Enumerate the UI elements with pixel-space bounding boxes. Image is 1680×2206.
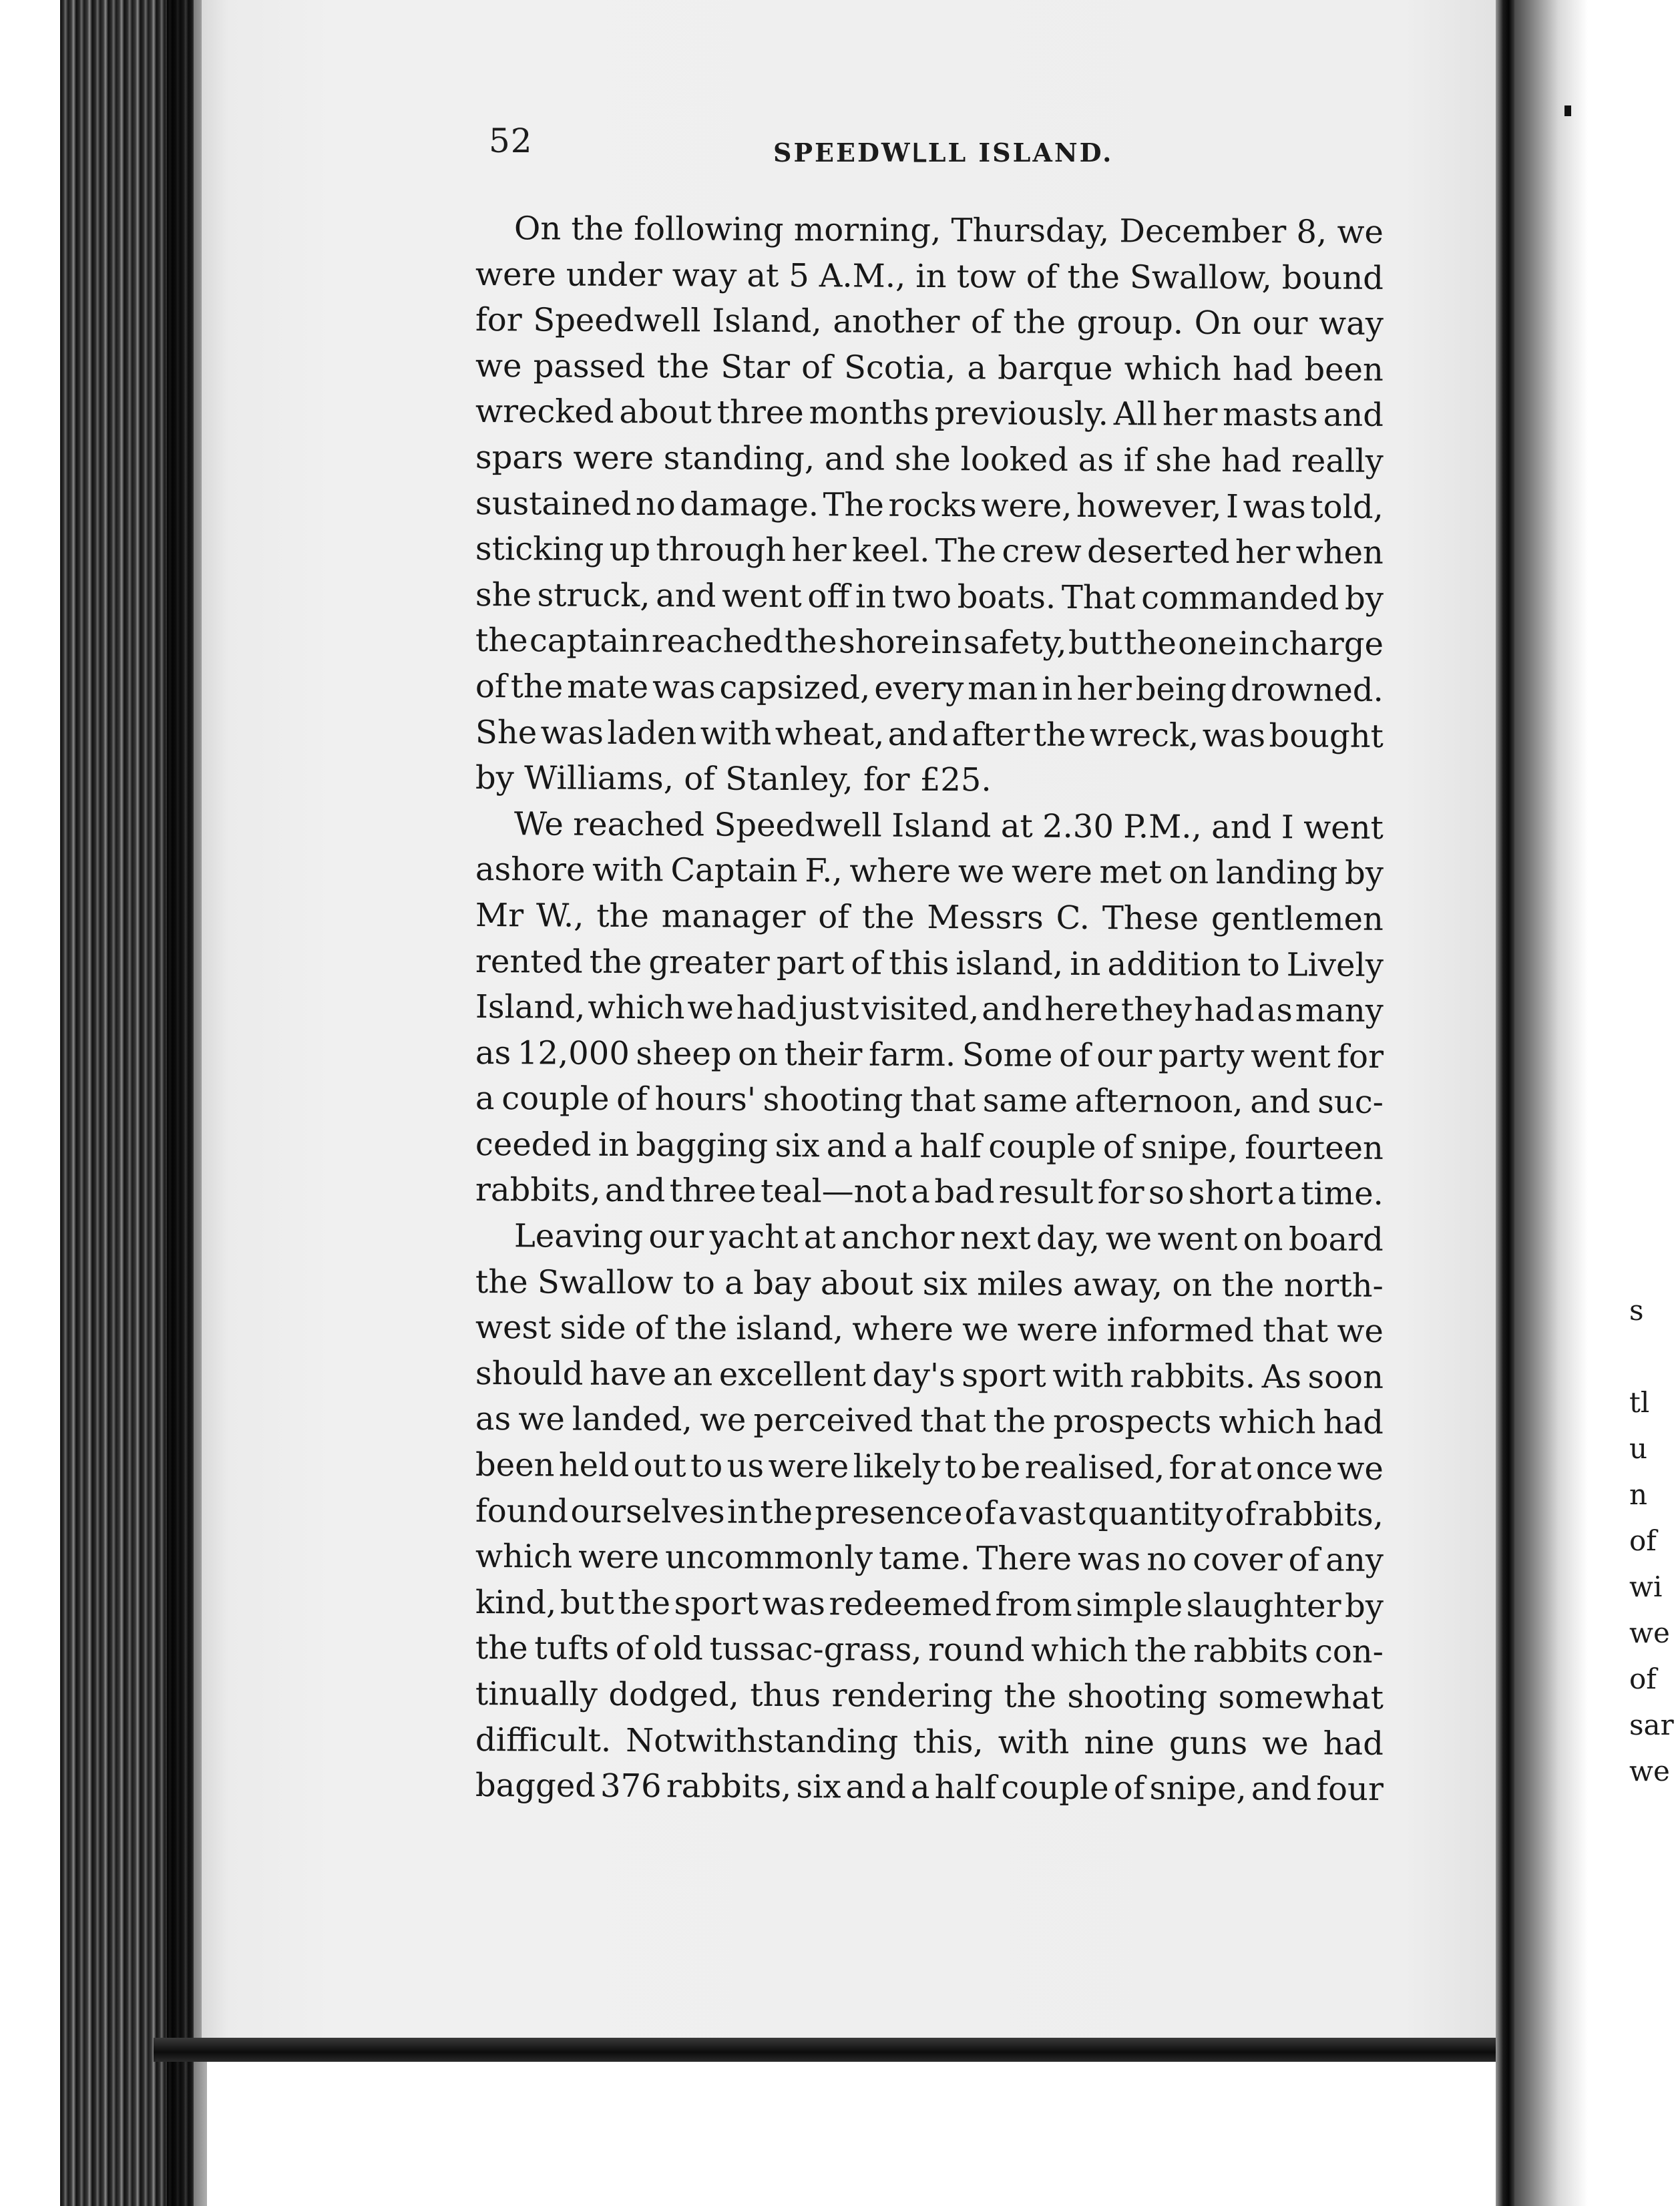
text-line: ceeded in bagging six and a half couple of snipe, fourteen <box>475 1125 1384 1167</box>
text-line: a couple of hours' shooting that same afternoon, and suc- <box>475 1080 1384 1122</box>
facing-page-fragment: u <box>1629 1432 1648 1465</box>
text-line: rented the greater part of this island, in addition to Lively <box>475 942 1384 984</box>
text-line: bagged 376 rabbits, six and a half couple of snipe, and four <box>475 1767 1384 1809</box>
text-line: the Swallow to a bay about six miles away, on the north- <box>475 1263 1384 1305</box>
facing-page-text-fragments <box>1629 1195 1680 1794</box>
text-line: west side of the island, where we were informed that we <box>475 1309 1384 1351</box>
facing-page-fragment <box>1629 1333 1680 1379</box>
text-line: She was laden with wheat, and after the wreck, was bought <box>475 713 1384 755</box>
text-line: On the following morning, Thursday, December 8, we <box>513 210 1384 251</box>
text-line: kind, but the sport was redeemed from simple slaughter by <box>475 1583 1384 1625</box>
page-bottom-edge <box>154 2038 1496 2062</box>
text-line: sustained no damage. The rocks were, however, I was told, <box>475 484 1384 526</box>
facing-page-shadow <box>1514 0 1588 2206</box>
text-line: as we landed, we perceived that the prospects which had <box>475 1400 1384 1442</box>
body-text <box>475 206 1384 1809</box>
text-line: tinually dodged, thus rendering the shooting somewhat <box>475 1675 1384 1717</box>
text-line: sticking up through her keel. The crew deserted her when <box>475 530 1384 572</box>
text-line: which were uncommonly tame. There was no cover of any <box>475 1538 1384 1580</box>
text-line: We reached Speedwell Island at 2.30 P.M., and I went <box>513 805 1384 847</box>
text-line: Island, which we had just visited, and here they had as many <box>475 988 1384 1030</box>
text-line: as 12,000 sheep on their farm. Some of our party went for <box>475 1034 1384 1076</box>
text-line: been held out to us were likely to be realised, for at once we <box>475 1446 1384 1488</box>
spine-shadow <box>167 0 207 2206</box>
text-line: the captain reached the shore in safety, but the one in charge <box>475 622 1384 664</box>
facing-page-fragment <box>1629 1241 1680 1287</box>
running-head: SPEEDWꓡLL ISLAND. <box>773 138 1114 168</box>
text-line: wrecked about three months previously. All her masts and <box>475 393 1384 435</box>
facing-page-fragment: wi <box>1629 1570 1663 1603</box>
ink-mark <box>1564 105 1571 116</box>
text-line: Leaving our yacht at anchor next day, we went on board <box>513 1217 1384 1259</box>
facing-page-fragment: we <box>1629 1616 1670 1649</box>
text-line: spars were standing, and she looked as if she had really <box>475 438 1384 480</box>
text-line: Mr W., the manager of the Messrs C. These gentlemen <box>475 896 1384 938</box>
text-line: difficult. Notwithstanding this, with nine guns we had <box>475 1721 1384 1763</box>
facing-page-fragment: of <box>1629 1663 1657 1695</box>
facing-page-fragment: we <box>1629 1755 1670 1787</box>
text-line: should have an excellent day's sport with rabbits. As soon <box>475 1354 1384 1396</box>
facing-page-fragment: s <box>1629 1294 1644 1327</box>
text-line: rabbits, and three teal—not a bad result for so short a time. <box>475 1171 1384 1213</box>
text-line: we passed the Star of Scotia, a barque which had been <box>475 347 1384 389</box>
text-line: were under way at 5 A.M., in tow of the Swallow, bound <box>475 255 1384 297</box>
facing-page-fragment <box>1629 1195 1680 1241</box>
text-line: by Williams, of Stanley, for £25. <box>475 759 992 799</box>
text-line: the tufts of old tussac-grass, round which the rabbits con- <box>475 1629 1384 1671</box>
facing-page-fragment: tl <box>1629 1386 1650 1419</box>
text-line: for Speedwell Island, another of the group. On our way <box>475 301 1384 343</box>
text-line: ashore with Captain F., where we were met on landing by <box>475 851 1384 893</box>
text-line: found ourselves in the presence of a vast quantity of rabbits, <box>475 1492 1384 1534</box>
text-line: of the mate was capsized, every man in her being drowned. <box>475 667 1384 709</box>
text-line: she struck, and went off in two boats. That commanded by <box>475 576 1384 618</box>
page-gutter <box>1496 0 1514 2206</box>
page-number: 52 <box>489 122 533 160</box>
facing-page-fragment: sar <box>1629 1709 1674 1741</box>
facing-page-fragment: n <box>1629 1478 1648 1511</box>
facing-page-fragment: of <box>1629 1524 1657 1557</box>
